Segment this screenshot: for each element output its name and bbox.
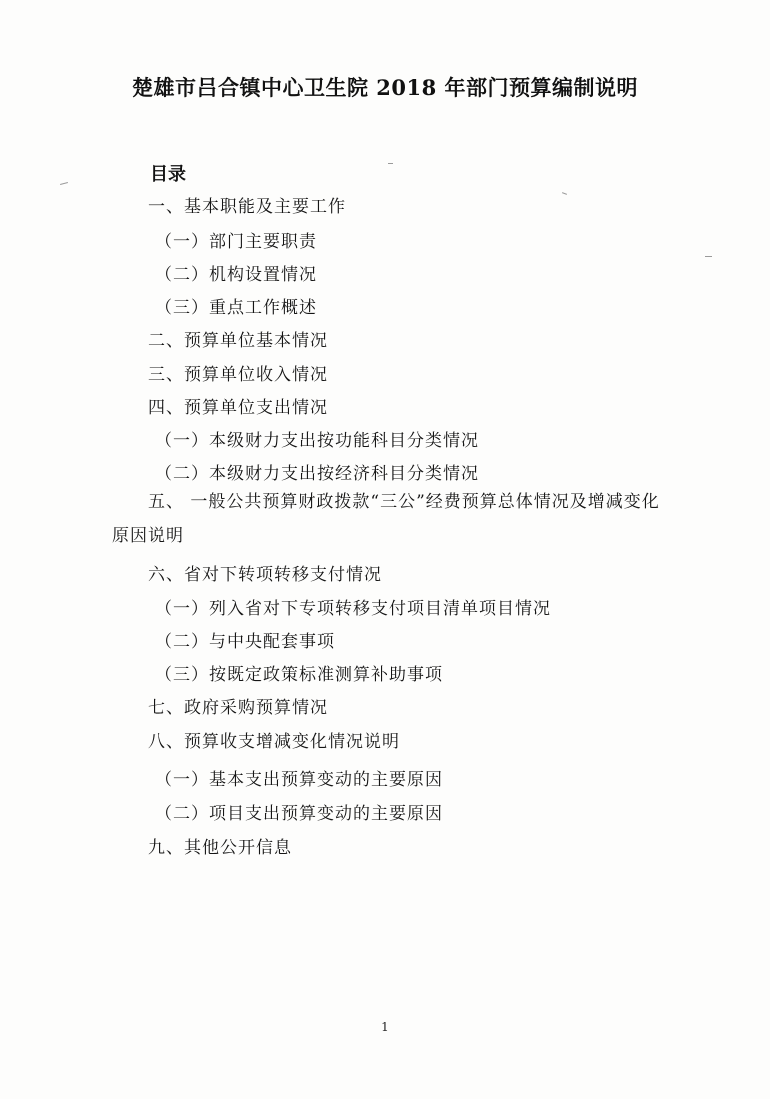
toc-item-8-1: （一）基本支出预算变动的主要原因 xyxy=(155,770,443,790)
toc-item-1-2: （二）机构设置情况 xyxy=(155,265,317,285)
page-number: 1 xyxy=(381,1020,389,1034)
toc-item-1-1: （一）部门主要职责 xyxy=(155,232,317,252)
toc-item-6-3: （三）按既定政策标准测算补助事项 xyxy=(155,665,443,685)
toc-item-6: 六、省对下转项转移支付情况 xyxy=(148,565,382,585)
toc-item-1-3: （三）重点工作概述 xyxy=(155,298,317,318)
toc-item-4-1: （一）本级财力支出按功能科目分类情况 xyxy=(155,431,479,451)
scan-speck xyxy=(705,256,712,257)
toc-item-6-2: （二）与中央配套事项 xyxy=(155,632,335,652)
toc-item-4: 四、预算单位支出情况 xyxy=(148,398,328,418)
toc-item-2: 二、预算单位基本情况 xyxy=(148,331,328,351)
toc-item-5: 五、 一般公共预算财政拨款“三公”经费预算总体情况及增减变化原因说明 xyxy=(112,492,660,546)
toc-item-7: 七、政府采购预算情况 xyxy=(148,698,328,718)
scan-speck xyxy=(60,182,68,185)
toc-item-4-2: （二）本级财力支出按经济科目分类情况 xyxy=(155,464,479,484)
toc-heading: 目录 xyxy=(150,164,186,185)
toc-item-8-2: （二）项目支出预算变动的主要原因 xyxy=(155,804,443,824)
toc-item-9: 九、其他公开信息 xyxy=(148,838,292,858)
toc-item-3: 三、预算单位收入情况 xyxy=(148,365,328,385)
toc-item-8: 八、预算收支增减变化情况说明 xyxy=(148,732,400,752)
document-title: 楚雄市吕合镇中心卫生院 2018 年部门预算编制说明 xyxy=(131,75,639,100)
toc-item-1: 一、基本职能及主要工作 xyxy=(148,197,346,217)
scan-speck xyxy=(388,163,393,164)
scan-speck xyxy=(562,192,567,195)
toc-item-6-1: （一）列入省对下专项转移支付项目清单项目情况 xyxy=(155,599,551,619)
